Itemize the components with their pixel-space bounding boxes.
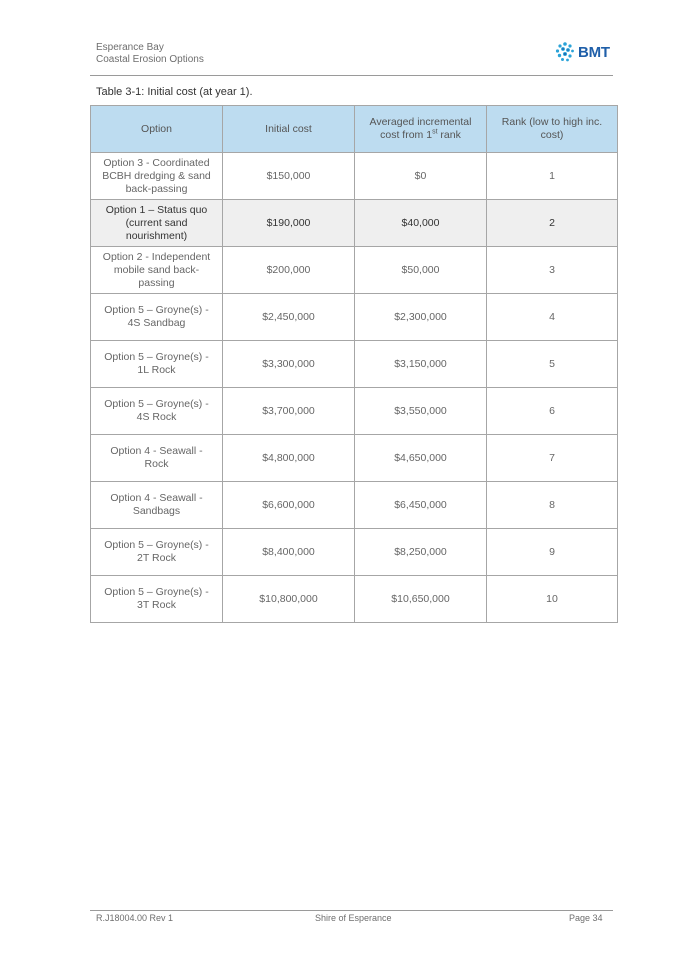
table-row [91, 529, 618, 576]
table-row [91, 435, 618, 482]
cell-initial-cost: $150,000 [223, 153, 355, 200]
cell-initial-cost: $190,000 [223, 200, 355, 247]
header-avg-inc-sup: st [432, 128, 438, 136]
cell-option: Option 5 – Groyne(s) - 2T Rock [91, 529, 223, 576]
cell-initial-cost: $2,450,000 [223, 294, 355, 341]
header-initial-cost: Initial cost [223, 106, 355, 153]
cell-option: Option 4 - Seawall - Sandbags [91, 482, 223, 529]
cell-avg-inc: $4,650,000 [355, 435, 487, 482]
header-avg-inc-text: Averaged incremental cost from 1 [369, 116, 472, 141]
header-averaged-incremental-cost [355, 106, 487, 153]
table-row [91, 153, 618, 200]
cell-avg-inc: $3,150,000 [355, 341, 487, 388]
cell-initial-cost: $4,800,000 [223, 435, 355, 482]
cell-avg-inc: $6,450,000 [355, 482, 487, 529]
document-header [96, 42, 204, 66]
cell-avg-inc: $2,300,000 [355, 294, 487, 341]
cell-initial-cost: $3,300,000 [223, 341, 355, 388]
cell-rank: 2 [487, 200, 618, 247]
cell-option: Option 1 – Status quo (current sand nourishment) [91, 200, 223, 247]
footer-divider [90, 910, 613, 911]
header-avg-inc-suffix: rank [437, 129, 461, 141]
table-header-row [91, 106, 618, 153]
cell-rank: 7 [487, 435, 618, 482]
header-subtitle: Coastal Erosion Options [96, 54, 204, 65]
cell-option: Option 5 – Groyne(s) - 3T Rock [91, 576, 223, 623]
cell-rank: 1 [487, 153, 618, 200]
cell-initial-cost: $3,700,000 [223, 388, 355, 435]
table-row [91, 388, 618, 435]
table-row [91, 247, 618, 294]
cell-avg-inc: $40,000 [355, 200, 487, 247]
logo-wordmark: BMT [578, 43, 610, 61]
cell-initial-cost: $10,800,000 [223, 576, 355, 623]
cell-initial-cost: $6,600,000 [223, 482, 355, 529]
header-rank: Rank (low to high inc. cost) [487, 106, 618, 153]
cell-initial-cost: $200,000 [223, 247, 355, 294]
cell-rank: 6 [487, 388, 618, 435]
footer-client: Shire of Esperance [315, 913, 392, 923]
cell-initial-cost: $8,400,000 [223, 529, 355, 576]
cell-option: Option 5 – Groyne(s) - 4S Sandbag [91, 294, 223, 341]
table-row [91, 341, 618, 388]
initial-cost-table [90, 105, 618, 623]
footer-report-number: R.J18004.00 Rev 1 [96, 913, 174, 923]
cell-option: Option 3 - Coordinated BCBH dredging & sand back-passing [91, 153, 223, 200]
bmt-globe-icon [553, 40, 577, 64]
cell-rank: 4 [487, 294, 618, 341]
table-row [91, 576, 618, 623]
cell-avg-inc: $10,650,000 [355, 576, 487, 623]
cell-rank: 8 [487, 482, 618, 529]
cell-avg-inc: $0 [355, 153, 487, 200]
footer-page-number: Page 34 [569, 913, 603, 923]
table-row [91, 294, 618, 341]
cell-rank: 5 [487, 341, 618, 388]
cell-rank: 9 [487, 529, 618, 576]
bmt-logo [553, 40, 610, 64]
header-option: Option [91, 106, 223, 153]
cell-option: Option 2 - Independent mobile sand back-passing [91, 247, 223, 294]
header-title: Esperance Bay [96, 42, 164, 53]
cell-avg-inc: $50,000 [355, 247, 487, 294]
cell-avg-inc: $8,250,000 [355, 529, 487, 576]
table-row [91, 482, 618, 529]
cell-rank: 10 [487, 576, 618, 623]
cell-option: Option 5 – Groyne(s) - 4S Rock [91, 388, 223, 435]
header-divider [90, 75, 613, 76]
cell-option: Option 5 – Groyne(s) - 1L Rock [91, 341, 223, 388]
cell-option: Option 4 - Seawall - Rock [91, 435, 223, 482]
cell-rank: 3 [487, 247, 618, 294]
table-row-highlighted [91, 200, 618, 247]
cell-avg-inc: $3,550,000 [355, 388, 487, 435]
table-caption: Table 3-1: Initial cost (at year 1). [96, 86, 253, 98]
